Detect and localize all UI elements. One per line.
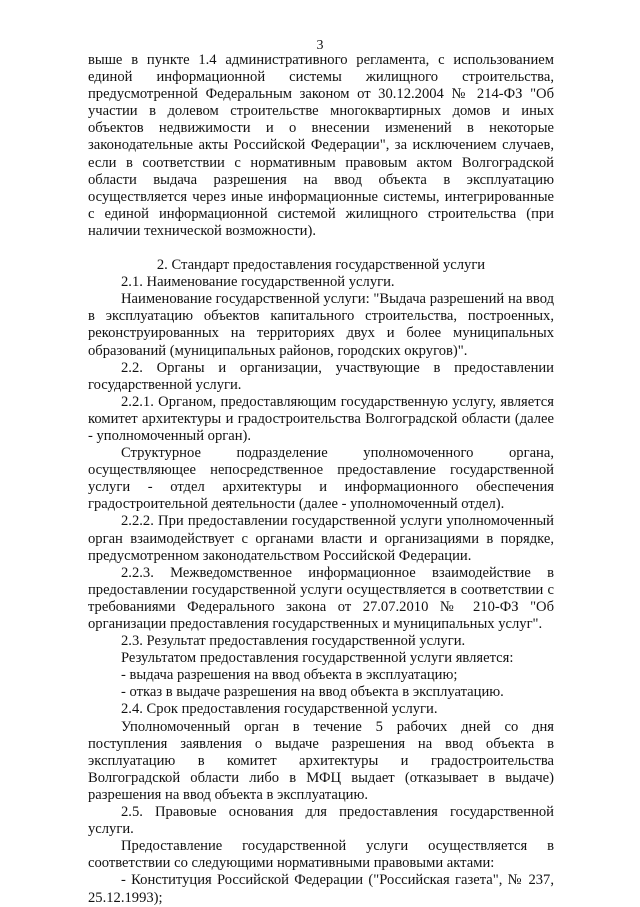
paragraph-2-2: 2.2. Органы и организации, участвующие в предоставлении государственной услуги.: [88, 359, 554, 393]
paragraph-2-3: 2.3. Результат предоставления государственной услуги.: [121, 633, 466, 650]
page-number: 3: [316, 38, 324, 53]
section-heading: 2. Стандарт предоставления государственной услуги: [156, 257, 486, 274]
paragraph-intro-continuation: выше в пункте 1.4 административного регламента, с использованием единой информационной системы жилищного строительства, предусмотренной Федеральным законом от 30.12.2004 № 214-ФЗ "Об участии в долевом строительстве многоквартирных домов и иных объектов недвижимости и о внесении изменений в некоторые законодательные акты Российской Федерации", за исключением случаев, если в соответствии с нормативным правовым актом Волгоградской области выдача разрешения на ввод объекта в эксплуатацию осуществляется через иные информационные системы, интегрированные с единой информационной системой жилищного строительства (при наличии технической возможности).: [88, 52, 554, 239]
paragraph-result-intro: Результатом предоставления государственной услуги является:: [121, 650, 514, 667]
list-item-issue: - выдача разрешения на ввод объекта в эксплуатацию;: [121, 667, 458, 684]
paragraph-2-2-3: 2.2.3. Межведомственное информационное взаимодействие в предоставлении государственной услуги осуществляется в соответствии с требованиями Федерального закона от 27.07.2010 № 210-ФЗ "Об организации предоставления государственных и муниципальных услуг".: [88, 564, 554, 632]
paragraph-2-4: 2.4. Срок предоставления государственной услуги.: [121, 701, 438, 718]
paragraph-2-2-2: 2.2.2. При предоставлении государственной услуги уполномоченный орган взаимодействует с органами власти и организациями в порядке, предусмотренном законодательством Российской Федерации.: [88, 513, 554, 564]
paragraph-2-2-1: 2.2.1. Органом, предоставляющим государственную услугу, является комитет архитектуры и градостроительства Волгоградской области (далее - уполномоченный орган).: [88, 393, 554, 444]
paragraph-2-1: 2.1. Наименование государственной услуги.: [121, 274, 395, 291]
paragraph-gap: [88, 240, 554, 257]
paragraph-2-5: 2.5. Правовые основания для предоставления государственной услуги.: [88, 804, 554, 838]
paragraph-term: Уполномоченный орган в течение 5 рабочих дней со дня поступления заявления о выдаче разрешения на ввод объекта в эксплуатацию в комитет архитектуры и градостроительства Волгоградской области либо в МФЦ выдает (отказывает в выдаче) разрешения на ввод объекта в эксплуатацию.: [88, 718, 554, 803]
paragraph-structural-unit: Структурное подразделение уполномоченного органа, осуществляющее непосредственное предоставление государственной услуги - отдел архитектуры и информационного обеспечения градостроительной деятельности (далее - уполномоченный отдел).: [88, 445, 554, 513]
list-item-constitution: - Конституция Российской Федерации ("Российская газета", № 237, 25.12.1993);: [88, 872, 554, 906]
paragraph-service-name: Наименование государственной услуги: "Выдача разрешений на ввод в эксплуатацию объектов капитального строительства, построенных, реконструированных на территориях двух и более муниципальных образований (муниципальных районов, городских округов)".: [88, 291, 554, 359]
paragraph-legal-basis: Предоставление государственной услуги осуществляется в соответствии со следующими нормативными правовыми актами:: [88, 838, 554, 872]
body-text: [88, 52, 554, 907]
list-item-refusal: - отказ в выдаче разрешения на ввод объекта в эксплуатацию.: [121, 684, 504, 701]
